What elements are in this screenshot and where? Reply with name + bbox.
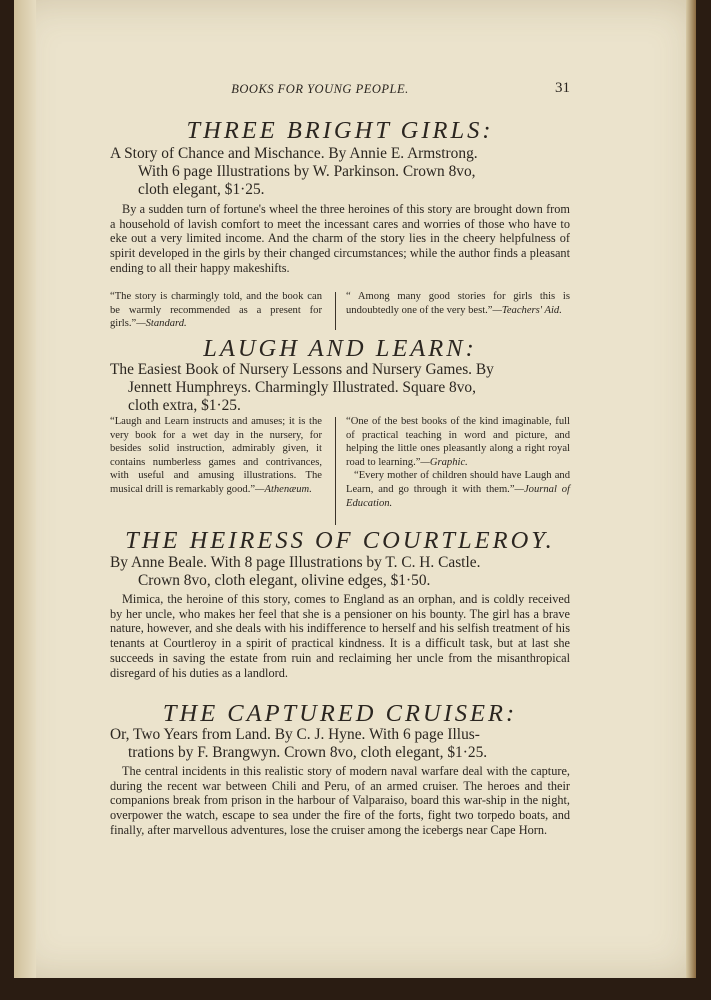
review-source: —Athenæum.: [255, 483, 312, 495]
book-description: Mimica, the heroine of this story, comes to England as an orphan, and is coldly received by her uncle, who makes her feel that she is a pensioner on his bounty. The girl has a brave nature, however, and she deals with his indifference to herself and his selfish treatment of his tenants at Courtleroy in a spirit of practical kindness. It is a difficult task, but at last she succeeds in saving the estate from ruin and reclaiming her uncle from the misanthropical disregard of his duties as a landlord.: [110, 592, 570, 680]
subtitle-line: trations by F. Brangwyn. Crown 8vo, cloth elegant, $1·25.: [128, 744, 488, 761]
subtitle-line: With 6 page Illustrations by W. Parkinson. Crown 8vo,: [138, 163, 476, 180]
subtitle-line: By Anne Beale. With 8 page Illustrations by T. C. H. Castle.: [110, 554, 481, 571]
review-text: “Every mother of children should have Laugh and Learn, and go through it with them.”: [346, 470, 570, 495]
page-number: 31: [555, 80, 570, 96]
review-right: [346, 290, 570, 317]
subtitle-line: Jennett Humphreys. Charmingly Illustrated. Square 8vo,: [128, 379, 476, 396]
book-title-three-bright-girls: THREE BRIGHT GIRLS:: [186, 117, 494, 144]
running-title: BOOKS FOR YOUNG PEOPLE.: [231, 82, 409, 96]
subtitle-line: Or, Two Years from Land. By C. J. Hyne. With 6 page Illus-: [110, 726, 480, 743]
review-text: “One of the best books of the kind imaginable, full of practical teaching in word and picture, and helping the little ones pleasantly along a right royal road to learning.”: [346, 416, 570, 468]
review-left: [110, 290, 322, 331]
book-title-captured-cruiser: THE CAPTURED CRUISER:: [162, 700, 518, 727]
subtitle-line: cloth extra, $1·25.: [128, 397, 241, 414]
review-text: “ Among many good stories for girls this is undoubtedly one of the very best.”: [346, 291, 570, 316]
review-text: “The story is charmingly told, and the book can be warmly recommended as a present for girls.”: [110, 291, 322, 330]
page-edge: [686, 0, 696, 978]
review-source: —Graphic.: [420, 456, 468, 468]
review-source: —Standard.: [136, 318, 187, 330]
review-left: [110, 415, 322, 497]
subtitle-line: A Story of Chance and Mischance. By Annie E. Armstrong.: [110, 145, 478, 162]
column-divider: [335, 417, 336, 525]
subtitle-line: The Easiest Book of Nursery Lessons and Nursery Games. By: [110, 361, 494, 378]
running-head: [110, 82, 570, 102]
review-source: —Journal of Education.: [346, 483, 570, 509]
review-source: —Teachers' Aid.: [492, 304, 562, 316]
book-subtitle: [110, 726, 570, 762]
book-description: By a sudden turn of fortune's wheel the three heroines of this story are brought down from a household of lavish comfort to meet the incessant cares and worries of those who have to eke out a very limited income. And the charm of the story lies in the cheery helpfulness of spirit developed in the girls by their changed circumstances; while the author finds a pleasant ending to all their happy makeshifts.: [110, 202, 570, 275]
book-subtitle: [110, 361, 570, 415]
column-divider: [335, 292, 336, 330]
review-text: “Laugh and Learn instructs and amuses; it is the very book for a wet day in the nursery, for besides solid instruction, admirably given, it contains numberless games and contrivances, with useful and amusing illustrations. The musical drill is remarkably good.”: [110, 416, 322, 495]
book-title-laugh-and-learn: LAUGH AND LEARN:: [203, 335, 477, 362]
book-title-heiress-of-courtleroy: THE HEIRESS OF COURTLEROY.: [125, 527, 555, 554]
book-subtitle: [110, 145, 570, 199]
page-gutter: [14, 0, 36, 978]
book-subtitle: [110, 554, 570, 590]
book-page: [14, 0, 696, 978]
review-right: [346, 415, 570, 510]
book-description: The central incidents in this realistic story of modern naval warfare deal with the capture, during the recent war between Chili and Peru, of an armed cruiser. The heroes and their companions break from prison in the harbour of Valparaiso, board this war-ship in the night, overpower the watch, escape to sea under the fire of the forts, fight two torpedo boats, and finally, after marvellous adventures, lose the cruiser among the icebergs near Cape Horn.: [110, 764, 570, 837]
subtitle-line: Crown 8vo, cloth elegant, olivine edges, $1·50.: [138, 572, 431, 589]
subtitle-line: cloth elegant, $1·25.: [138, 181, 265, 198]
